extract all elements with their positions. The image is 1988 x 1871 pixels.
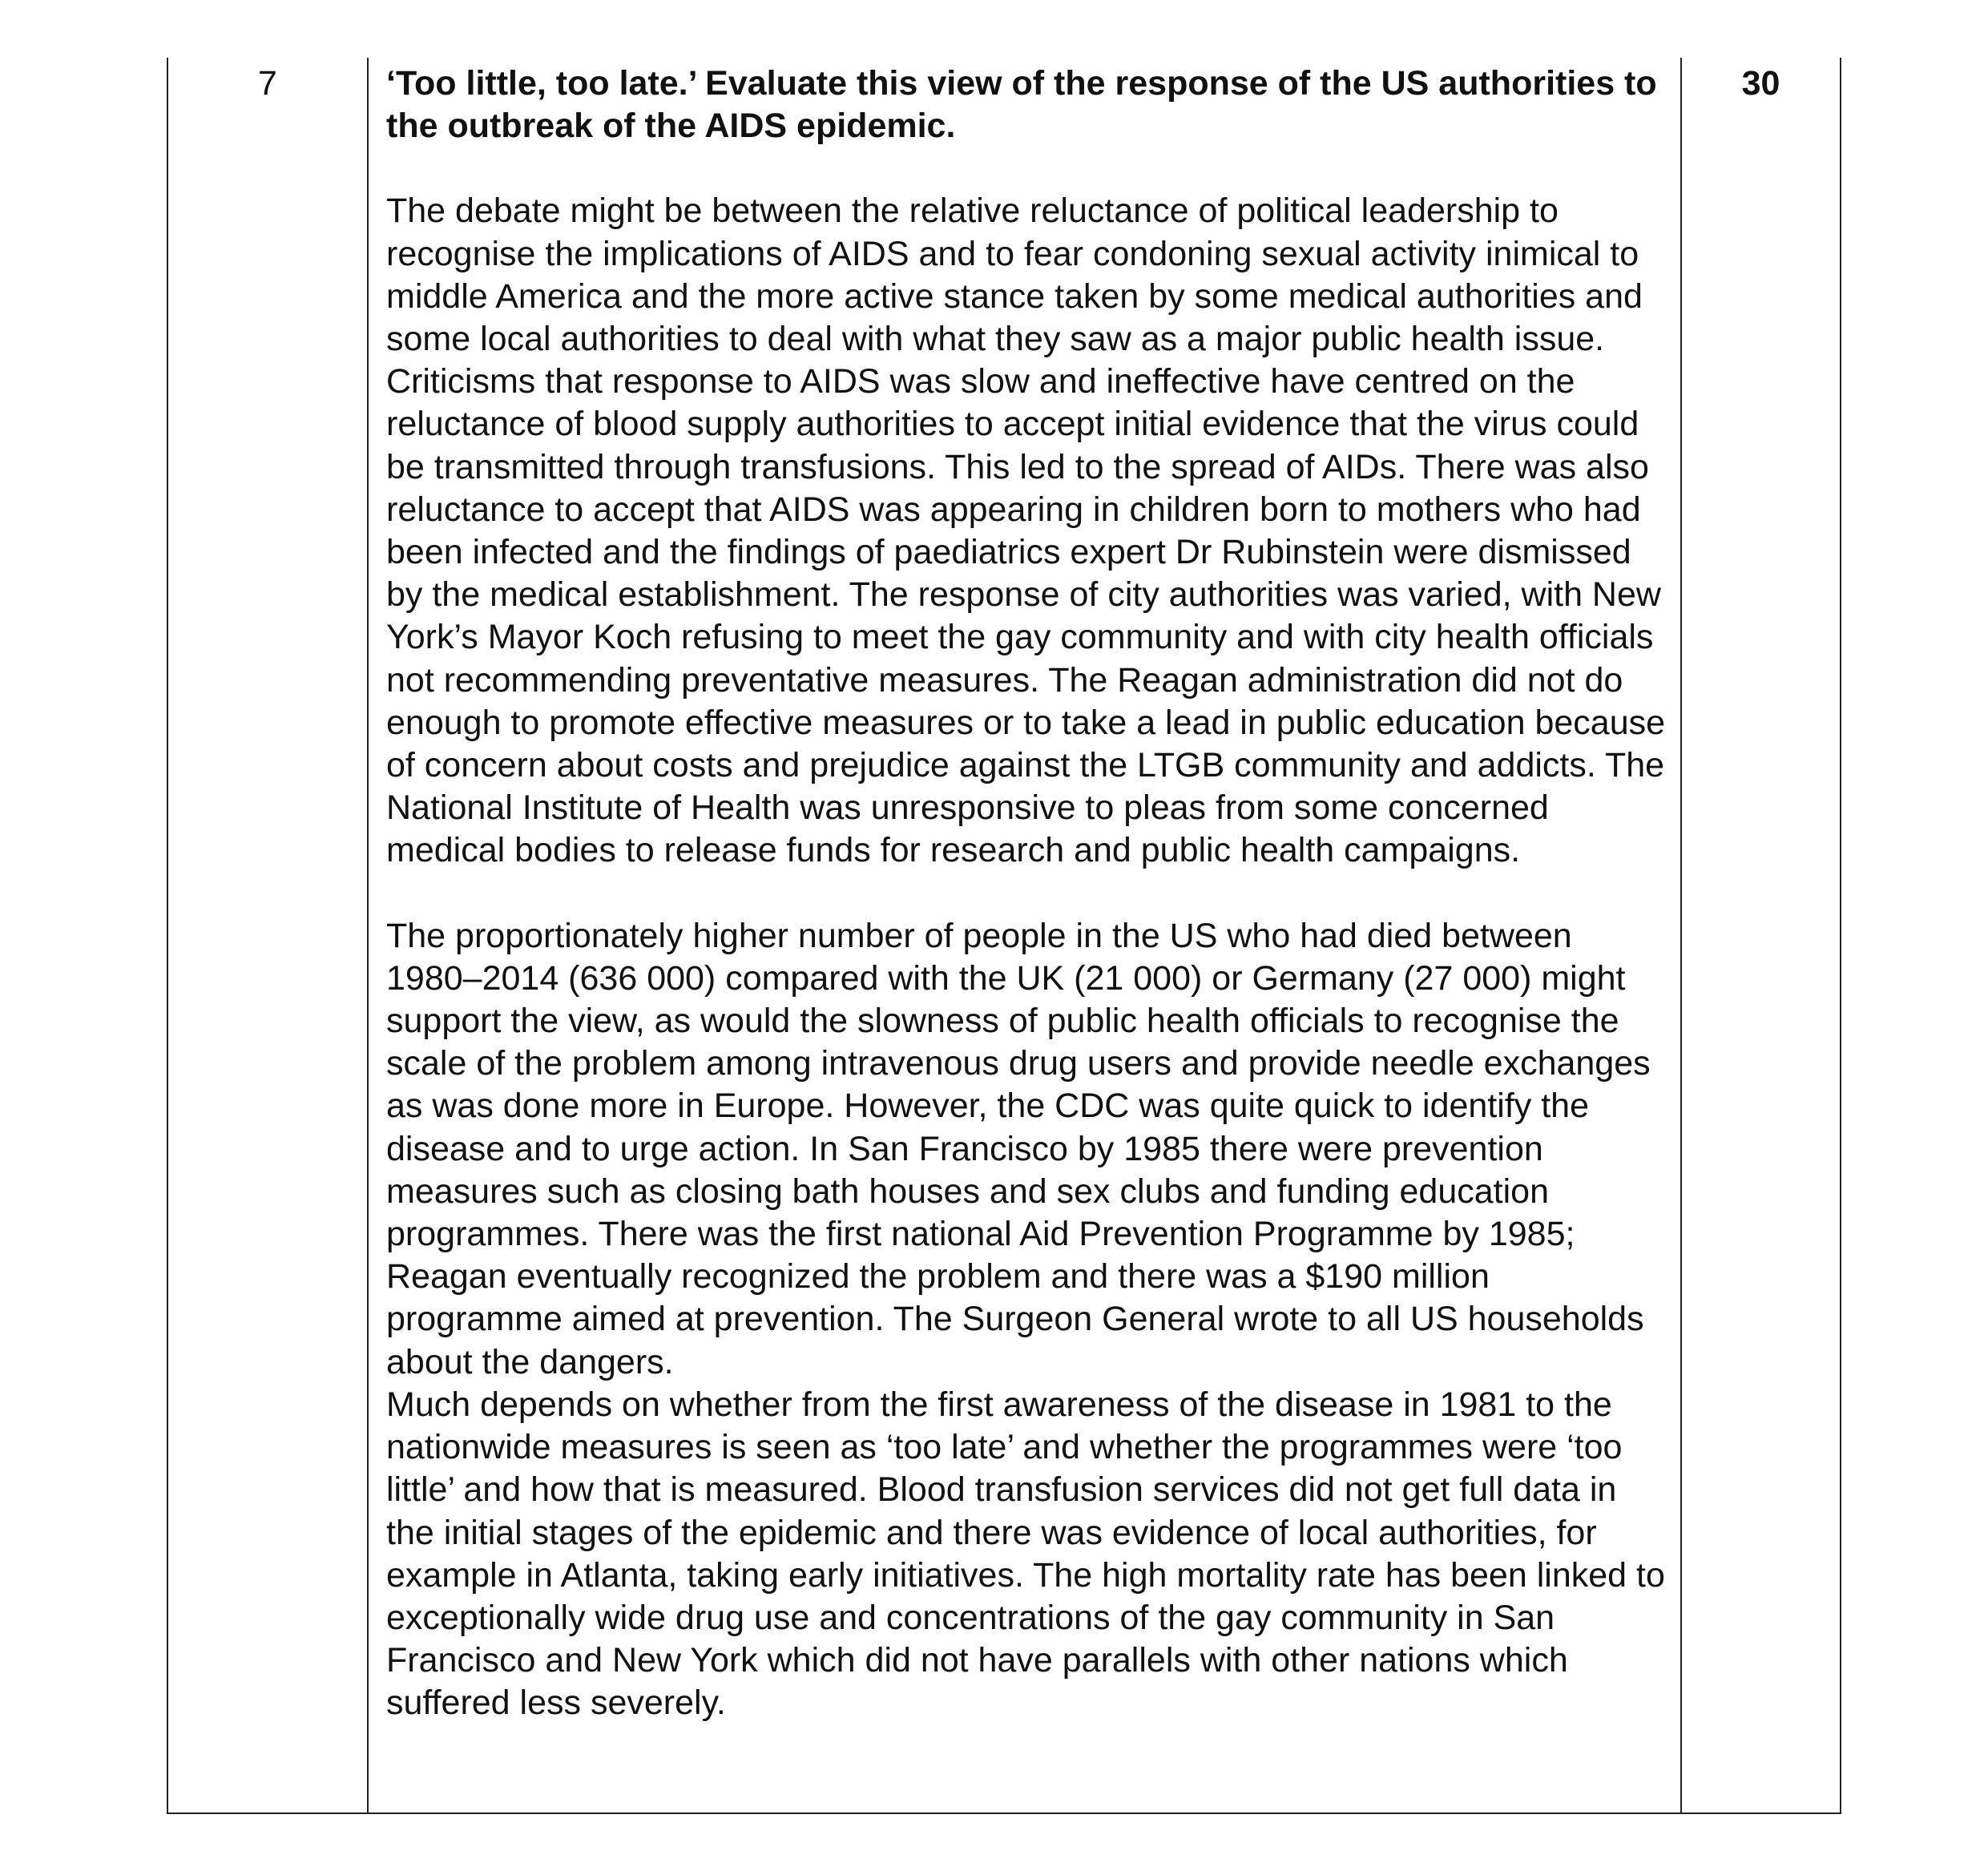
question-number: 7 bbox=[258, 64, 277, 103]
guidance-paragraph-3: Much depends on whether from the first awareness of the disease in 1981 to the nationwide measures is seen as ‘too late’ and whether the programmes were ‘too little’ and how that is measured. Blood transfusion services did not get full data in the initial stages of the epidemic and there was evidence of local authorities, for example in Atlanta, taking early initiatives. The high mortality rate has been linked to exceptionally wide drug use and concentrations of the gay community in San Francisco and New York which did not have parallels with other nations which suffered less severely. bbox=[386, 1385, 1665, 1723]
answer-guidance bbox=[386, 63, 1668, 1725]
mark-scheme-table bbox=[167, 58, 1841, 1814]
guidance-paragraph-1: The debate might be between the relative reluctance of political leadership to recognise the implications of AIDS and to fear condoning sexual activity inimical to middle America and the more active stance taken by some medical authorities and some local authorities to deal with what they saw as a major public health issue. Criticisms that response to AIDS was slow and ineffective have centred on the reluctance of blood supply authorities to accept initial evidence that the virus could be transmitted through transfusions. This led to the spread of AIDs. There was also reluctance to accept that AIDS was appearing in children born to mothers who had been infected and the findings of paediatrics expert Dr Rubinstein were dismissed by the medical establishment. The response of city authorities was varied, with New York’s Mayor Koch refusing to meet the gay community and with city health officials not recommending preventative measures. The Reagan administration did not do enough to promote effective measures or to take a lead in public education because of concern about costs and prejudice against the LTGB community and addicts. The National Institute of Health was unresponsive to pleas from some concerned medical bodies to release funds for research and public health campaigns. bbox=[386, 192, 1666, 870]
column-divider bbox=[1680, 58, 1682, 1813]
column-divider bbox=[367, 58, 369, 1813]
guidance-paragraph-2: The proportionately higher number of people in the US who had died between 1980–2014 (636 000) compared with the UK (21 000) or Germany (27 000) might support the view, as would the slowness of public health officials to recognise the scale of the problem among intravenous drug users and provide needle exchanges as was done more in Europe. However, the CDC was quite quick to identify the disease and to urge action. In San Francisco by 1985 there were prevention measures such as closing bath houses and sex clubs and funding education programmes. There was the first national Aid Prevention Programme by 1985; Reagan eventually recognized the problem and there was a $190 million programme aimed at prevention. The Surgeon General wrote to all US households about the dangers. bbox=[386, 916, 1651, 1381]
question-title: ‘Too little, too late.’ Evaluate this view of the response of the US authorities to the outbreak of the AIDS epidemic. bbox=[386, 64, 1657, 146]
question-marks: 30 bbox=[1741, 64, 1780, 103]
